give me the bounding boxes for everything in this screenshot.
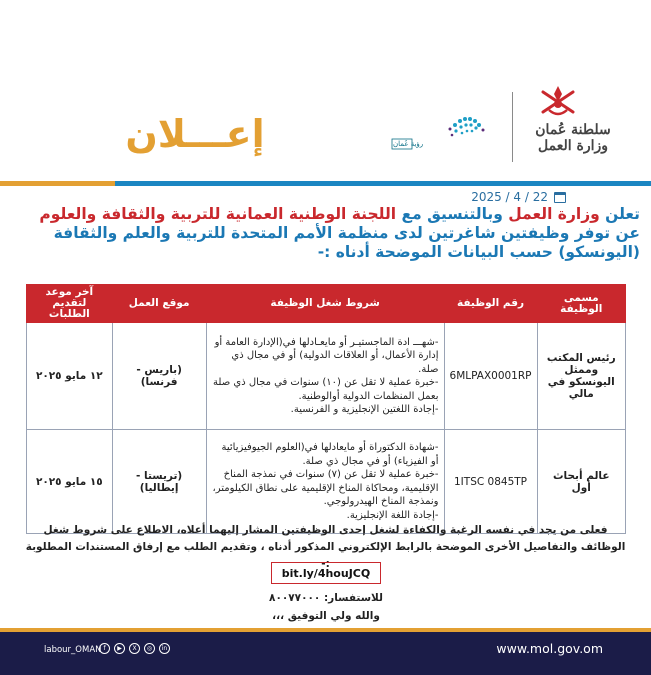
header-divider xyxy=(512,92,513,162)
accent-bar-orange xyxy=(0,181,115,186)
conditions-cell xyxy=(206,323,444,430)
headline-commission: اللجنة الوطنية العمانية للتربية والثقافة والعلوم xyxy=(39,205,397,223)
job-number-cell: 6MLPAX0001RP xyxy=(444,323,537,430)
facebook-icon[interactable]: f xyxy=(99,643,110,654)
oman-emblem-icon xyxy=(535,82,581,122)
condition-line: -خبرة عملية لا تقل عن (٧) سنوات في نمذجة المناخ الإقليمية، ومحاكاة المناخ الإقليمية على نطاق الكيلومتر، ونمذجة المناخ الهيدرولوجي. xyxy=(212,469,439,507)
closing-text: والله ولي التوفيق ،،، xyxy=(272,610,380,622)
table-row xyxy=(27,323,626,430)
x-icon[interactable]: X xyxy=(129,643,140,654)
table-row xyxy=(27,430,626,534)
linkedin-icon[interactable]: in xyxy=(159,643,170,654)
deadline-cell: ١٢ مايو ٢٠٢٥ xyxy=(27,323,113,430)
social-icons xyxy=(99,643,170,654)
oman-vision-2040-logo xyxy=(390,95,510,165)
ministry-name xyxy=(518,122,628,154)
headline-part1: تعلن xyxy=(599,205,640,223)
job-number-cell: 1ITSC 0845TP xyxy=(444,430,537,534)
header-deadline: آخر موعد لتقديم الطلبات xyxy=(27,285,113,323)
deadline-cell: ١٥ مايو ٢٠٢٥ xyxy=(27,430,113,534)
condition-line: -خبرة عملية لا تقل عن (١٠) سنوات في مجال ذي صلة بعمل المنظمات الدولية أوالوطنية. xyxy=(213,377,439,402)
inquiry-text: للاستفسار: ٨٠٠٧٧٠٠٠ xyxy=(269,592,383,604)
location-cell: (تريستا - إيطاليا) xyxy=(112,430,206,534)
header-job-title: مسمى الوظيفة xyxy=(537,285,626,323)
website-link[interactable]: www.mol.gov.om xyxy=(496,641,603,656)
youtube-icon[interactable]: ▶ xyxy=(114,643,125,654)
date-text: 2025 / 4 / 22 xyxy=(471,190,548,204)
instagram-icon[interactable]: ◎ xyxy=(144,643,155,654)
table-header-row xyxy=(27,285,626,323)
instructions-text: فعلى من يجد في نفسه الرغبة والكفاءة لشغل إحدى الوظيفتين المشار إليهما أعلاه، الاطلاع على شروط شغل الوظائف والتفاصيل الأخرى الموضحة بالرابط الإلكتروني المذكور أدناه ، وتقديم الطلب مع إرفاق المستندات المطلوبة :- xyxy=(25,524,626,570)
header xyxy=(0,0,651,180)
headline xyxy=(18,205,640,262)
condition-line: -شهادة الدكتوراة أو مايعادلها في(العلوم الجيوفيزيائية أو الفيزياء) أو في مجال ذي صلة. xyxy=(221,442,439,467)
headline-part3: عن توفر وظيفتين شاغرتين لدى منظمة الأمم المتحدة للتربية والعلم والثقافة (اليونسكو) حسب البيانات الموضحة أدناه :- xyxy=(53,224,640,261)
announcement-title: إعـــلان xyxy=(125,112,265,156)
date-row xyxy=(471,190,566,204)
header-job-number: رقم الوظيفة xyxy=(444,285,537,323)
ministry-name-line1: سلطنة عُمان xyxy=(535,122,611,138)
location-cell: (باريس - فرنسا) xyxy=(112,323,206,430)
header-conditions: شروط شغل الوظيفة xyxy=(206,285,444,323)
social-handle[interactable]: labour_OMAN xyxy=(44,645,102,655)
application-link[interactable]: bit.ly/4houJCQ xyxy=(271,562,381,584)
header-location: موقع العمل xyxy=(112,285,206,323)
condition-line: -إجادة اللغة الإنجليزية. xyxy=(346,509,439,521)
condition-line: -شهـــ ادة الماجستيـر أو مايعـادلها في(الإدارة العامة أو إدارة الأعمال، أو العلاقات الدولية) أو في مجال ذي صلة. xyxy=(214,336,439,375)
headline-ministry: وزارة العمل xyxy=(508,205,600,223)
conditions-cell xyxy=(206,430,444,534)
job-title-cell: عالم أبحاث أول xyxy=(537,430,626,534)
accent-bar-blue xyxy=(115,181,651,186)
vision-text: رؤية عُمان xyxy=(393,140,424,148)
job-title-cell: رئيس المكتب وممثل اليونسكو في مالي xyxy=(537,323,626,430)
headline-part2: وبالتنسيق مع xyxy=(396,205,509,223)
jobs-table xyxy=(26,284,626,534)
calendar-icon xyxy=(554,192,566,203)
ministry-name-line2: وزارة العمل xyxy=(538,138,608,154)
condition-line: -إجادة اللغتين الإنجليزية و الفرنسية. xyxy=(290,404,439,415)
